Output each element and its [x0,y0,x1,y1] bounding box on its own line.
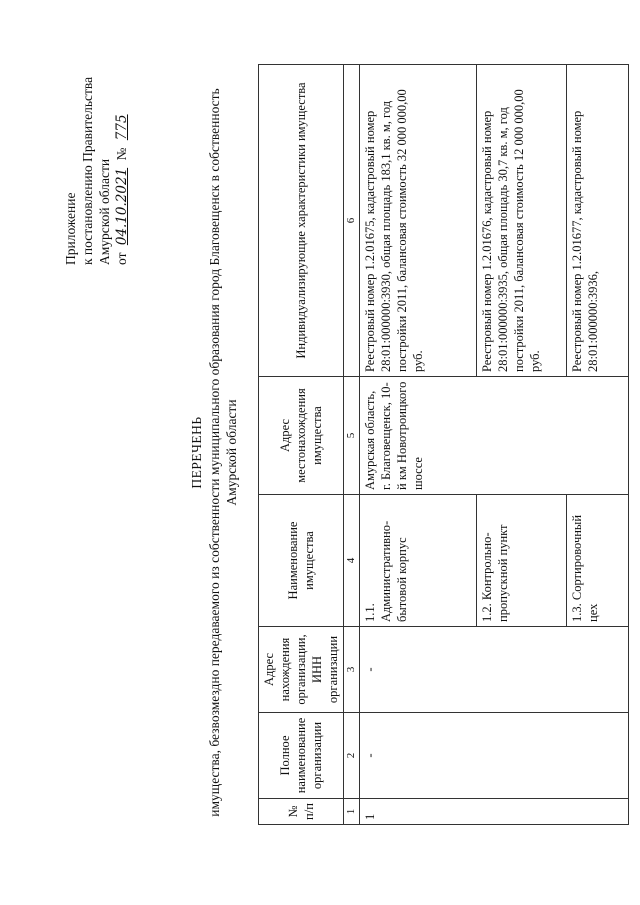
date-value: 04.10.2021 [114,167,130,246]
appendix-date-line [113,77,131,265]
document-subtitle-line1: имущества, безвозмездно передаваемого из собственности муниципального образования город Благовещенск в собственность [207,88,222,817]
date-prefix: от [114,252,129,265]
document-subtitle-line2: Амурской области [224,399,239,506]
number-prefix: № [114,147,129,161]
header-cell: Адрес местонахождения имущества [259,377,344,495]
column-number-row [344,65,360,825]
column-number: 1 [344,799,360,825]
row-number: 1 [360,799,629,825]
number-value: 775 [114,114,130,141]
appendix-decree: к постановлению Правительства [80,76,95,265]
column-number: 5 [344,377,360,495]
table-row [360,65,477,825]
column-number: 2 [344,713,360,799]
column-number: 6 [344,65,360,377]
table-header-row [259,65,344,825]
column-number: 4 [344,495,360,627]
header-cell: Индивидуализирующие характеристики имущества [259,65,344,377]
document-title: ПЕРЕЧЕНЬ [189,416,204,489]
appendix-block [62,77,131,265]
location-cell: Амурская область, г. Благовещенск, 10-й км Новотроицкого шоссе [360,377,629,495]
org-address-cell: - [360,627,629,713]
item-characteristics-cell: Реестровый номер 1.2.01675, кадастровый номер 28:01:000000:3930, общая площадь 183,1 кв. м, год постройки 2011, балансовая стоимость 32 000 000,00 руб. [360,65,477,377]
header-cell: Адрес нахождения организации, ИНН организации [259,627,344,713]
org-name-cell: - [360,713,629,799]
property-table [258,64,629,825]
header-cell: Полное наименование организации [259,713,344,799]
appendix-region: Амурской области [97,158,112,265]
item-characteristics-cell: Реестровый номер 1.2.01677, кадастровый номер 28:01:000000:3936, [566,65,628,377]
column-number: 3 [344,627,360,713]
item-name-cell: 1.1. Административно-бытовой корпус [360,495,477,627]
header-cell: Наименование имущества [259,495,344,627]
item-name-cell: 1.2. Контрольно-пропускной пункт [476,495,566,627]
item-characteristics-cell: Реестровый номер 1.2.01676, кадастровый номер 28:01:000000:3935, общая площадь 30,7 кв. м, год постройки 2011, балансовая стоимость 12 000 000,00 руб. [476,65,566,377]
item-name-cell: 1.3. Сортировочный цех [566,495,628,627]
header-cell: № п/п [259,799,344,825]
appendix-label: Приложение [63,192,78,265]
